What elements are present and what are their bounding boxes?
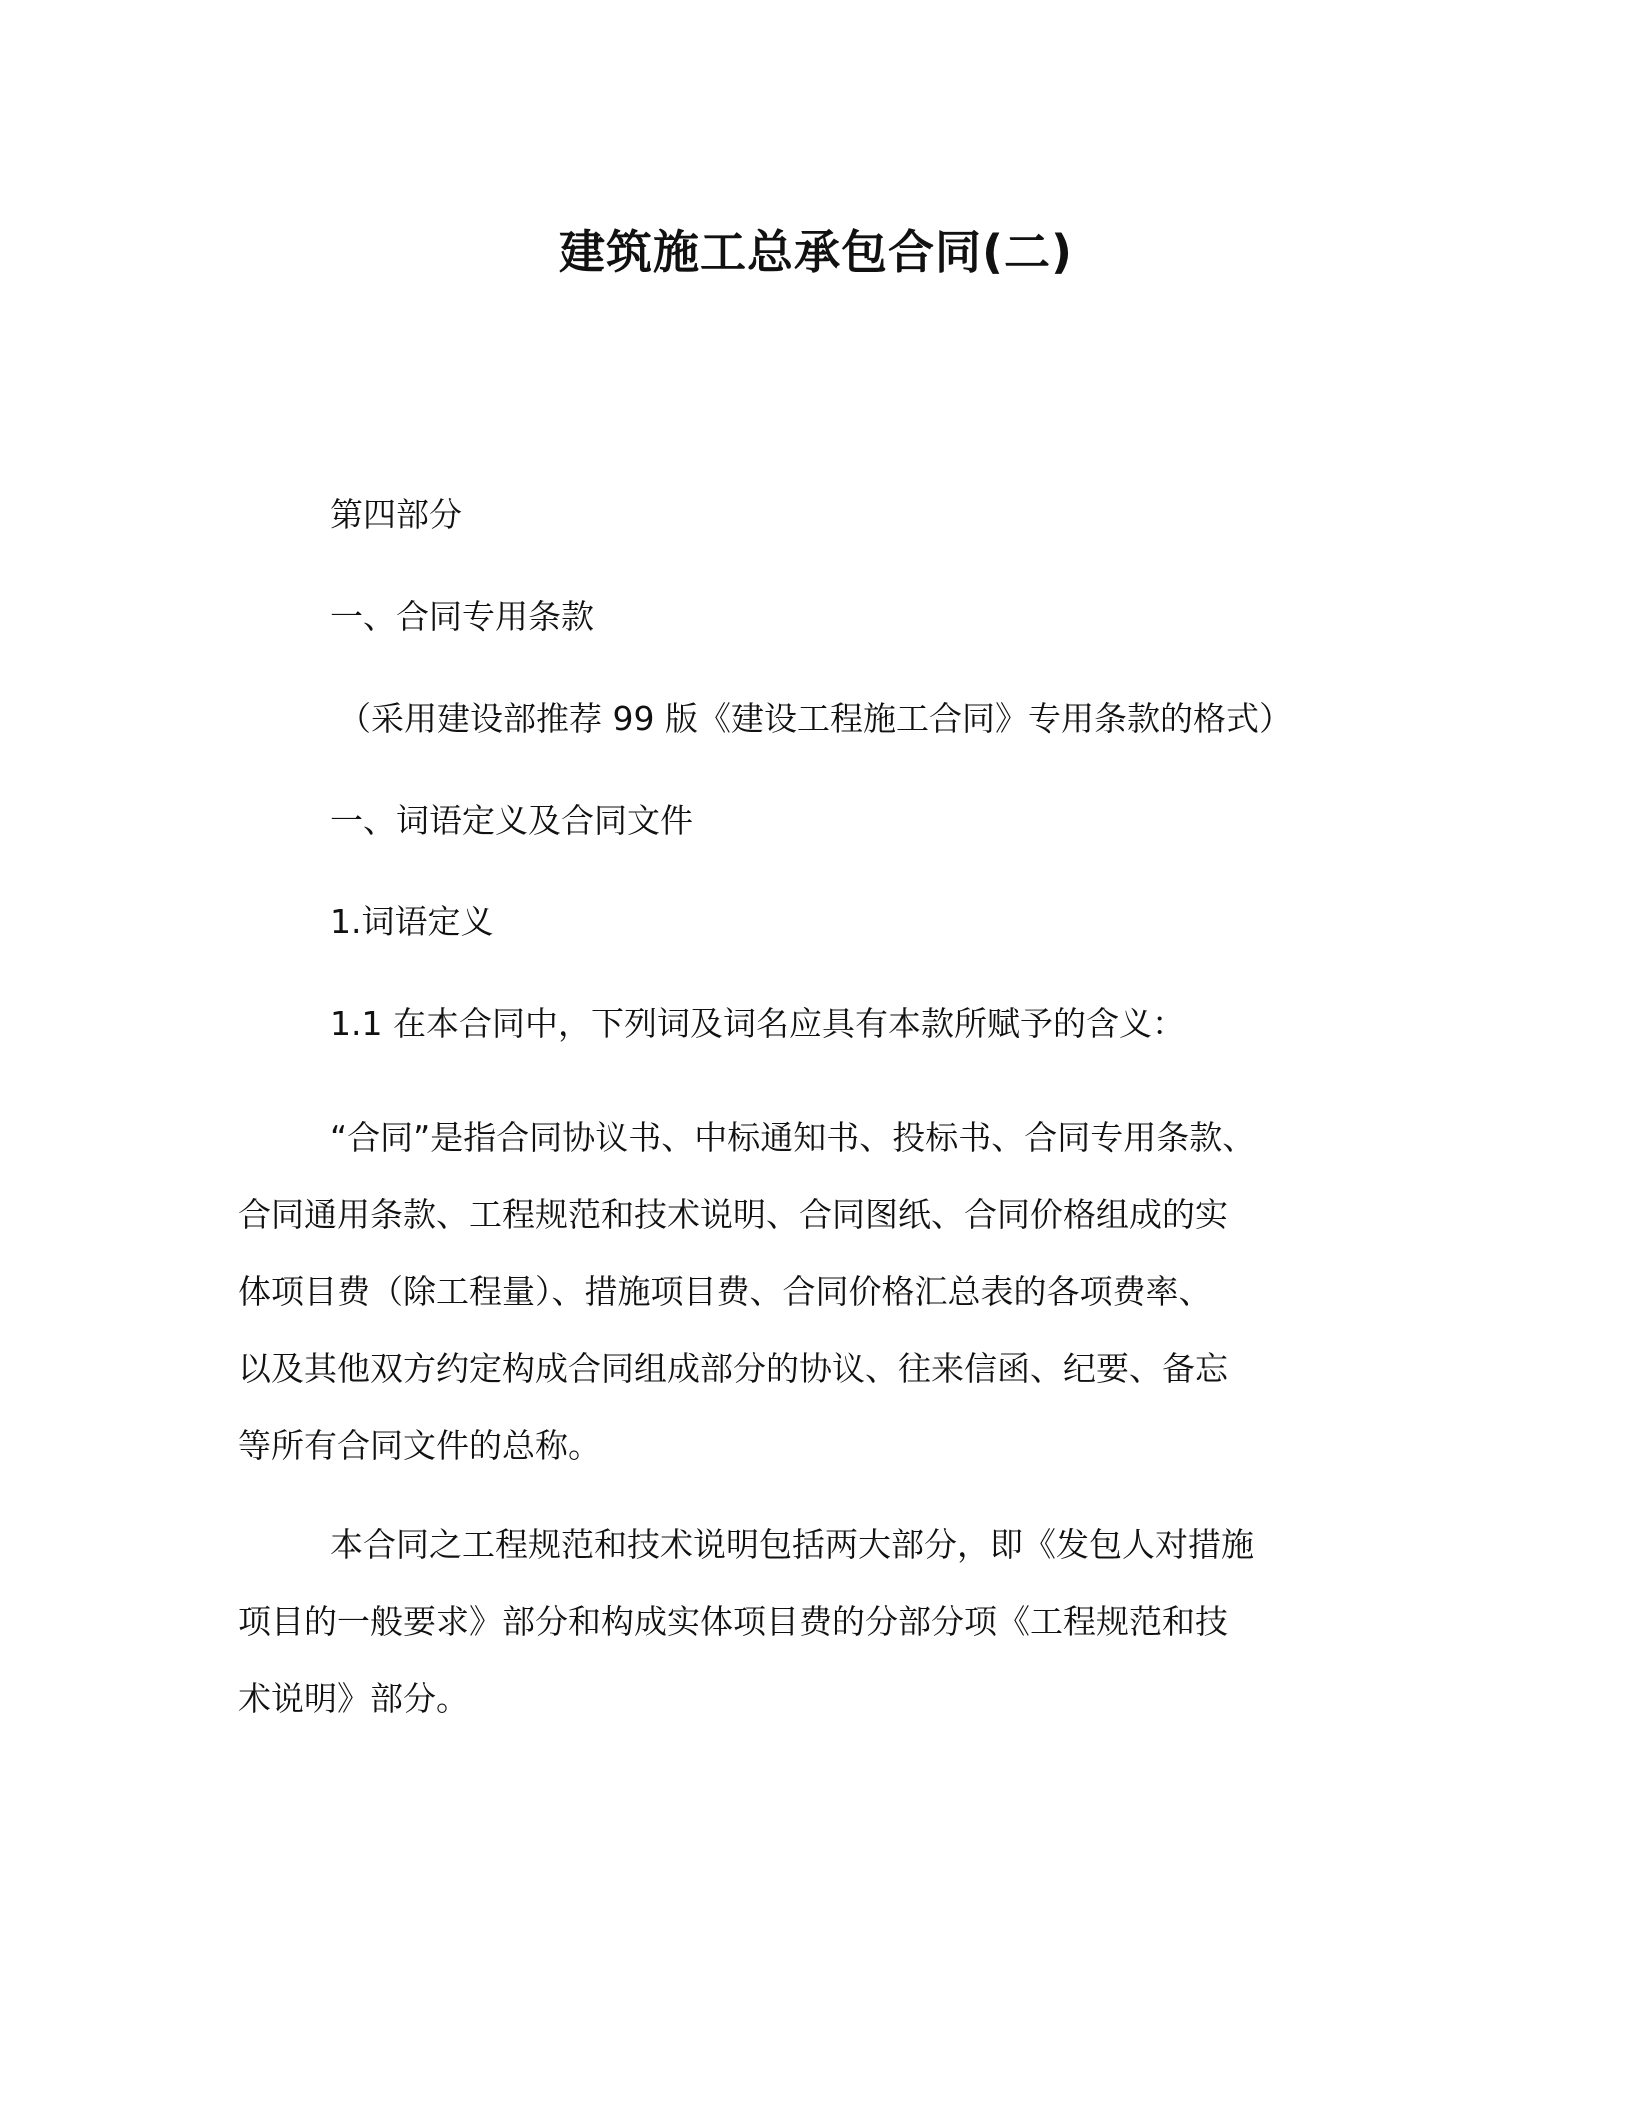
paragraph-contract-definition	[238, 1099, 1398, 1484]
paragraph-line: 术说明》部分。	[238, 1679, 469, 1718]
section-heading-contract-terms: 一、合同专用条款	[330, 597, 594, 636]
paragraph-line: 以及其他双方约定构成合同组成部分的协议、往来信函、纪要、备忘	[238, 1349, 1228, 1388]
paragraph-specifications	[238, 1506, 1398, 1737]
paragraph-line: 本合同之工程规范和技术说明包括两大部分，即《发包人对措施	[330, 1525, 1254, 1564]
clause-1-heading: 1.词语定义	[330, 902, 494, 941]
paragraph-line: 等所有合同文件的总称。	[238, 1426, 601, 1465]
paragraph-line: 合同通用条款、工程规范和技术说明、合同图纸、合同价格组成的实	[238, 1195, 1228, 1234]
paragraph-line: “合同”是指合同协议书、中标通知书、投标书、合同专用条款、	[330, 1118, 1256, 1157]
clause-1-1: 1.1 在本合同中，下列词及词名应具有本款所赋予的含义：	[330, 1004, 1185, 1043]
section-heading-definitions: 一、词语定义及合同文件	[330, 801, 693, 840]
paragraph-line: 项目的一般要求》部分和构成实体项目费的分部分项《工程规范和技	[238, 1602, 1228, 1641]
part-heading: 第四部分	[330, 495, 462, 534]
paragraph-line: 体项目费（除工程量）、措施项目费、合同价格汇总表的各项费率、	[238, 1272, 1212, 1311]
document-title: 建筑施工总承包合同(二)	[558, 225, 1074, 279]
format-note: （采用建设部推荐 99 版《建设工程施工合同》专用条款的格式）	[338, 699, 1292, 738]
